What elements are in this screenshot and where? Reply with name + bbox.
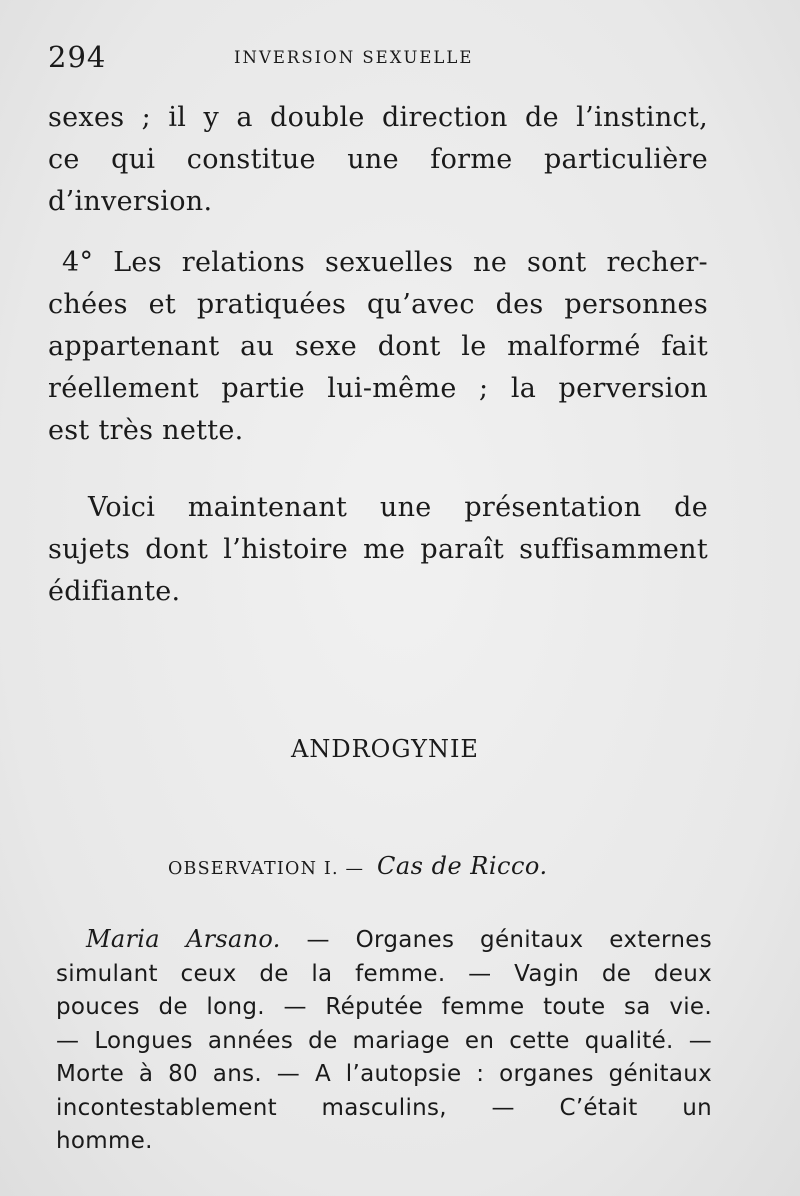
page-header (48, 38, 708, 78)
text-line: édifiante. (48, 576, 181, 607)
text-line: sujets dont l’histoire me paraît suffisamment (48, 534, 708, 565)
running-head: INVERSION SEXUELLE (234, 48, 474, 67)
text-line: réellement partie lui-même ; la perversion (48, 373, 708, 404)
paragraph-3 (48, 487, 708, 613)
text-line: sexes ; il y a double direction de l’instinct, (48, 102, 708, 133)
text-line: appartenant au sexe dont le malformé fait (48, 331, 708, 362)
paragraph-2 (48, 242, 708, 452)
text-line: ce qui constitue une forme particulière (48, 144, 708, 175)
page-number: 294 (48, 40, 107, 74)
text-line: homme. (56, 1128, 153, 1154)
observation-label: OBSERVATION I. — (168, 859, 365, 879)
text-line: Morte à 80 ans. — A l’autopsie : organes génitaux (56, 1061, 712, 1087)
text-line: — Longues années de mariage en cette qualité. — (56, 1027, 712, 1054)
text-line: d’inversion. (48, 186, 213, 217)
text-line: pouces de long. — Réputée femme toute sa vie. (56, 994, 712, 1020)
first-line-rest: — Organes génitaux externes (306, 927, 712, 953)
observation-title: Cas de Ricco. (376, 852, 548, 880)
text-line: simulant ceux de la femme. — Vagin de deux (56, 960, 712, 987)
text-line: 4° Les relations sexuelles ne sont recher- (62, 247, 708, 278)
patient-name: Maria Arsano. (86, 925, 281, 953)
text-line: est très nette. (48, 415, 244, 446)
section-title-text: ANDROGYNIE (291, 735, 479, 763)
observation-heading (168, 852, 548, 880)
text-line: incontestablement masculins, — C’était un (56, 1094, 712, 1121)
text-line (56, 923, 712, 958)
section-title (0, 735, 800, 763)
text-line: chées et pratiquées qu’avec des personnes (48, 289, 708, 320)
text-line: Voici maintenant une présentation de (88, 492, 708, 523)
observation-text (56, 923, 712, 1159)
paragraph-1 (48, 97, 708, 223)
